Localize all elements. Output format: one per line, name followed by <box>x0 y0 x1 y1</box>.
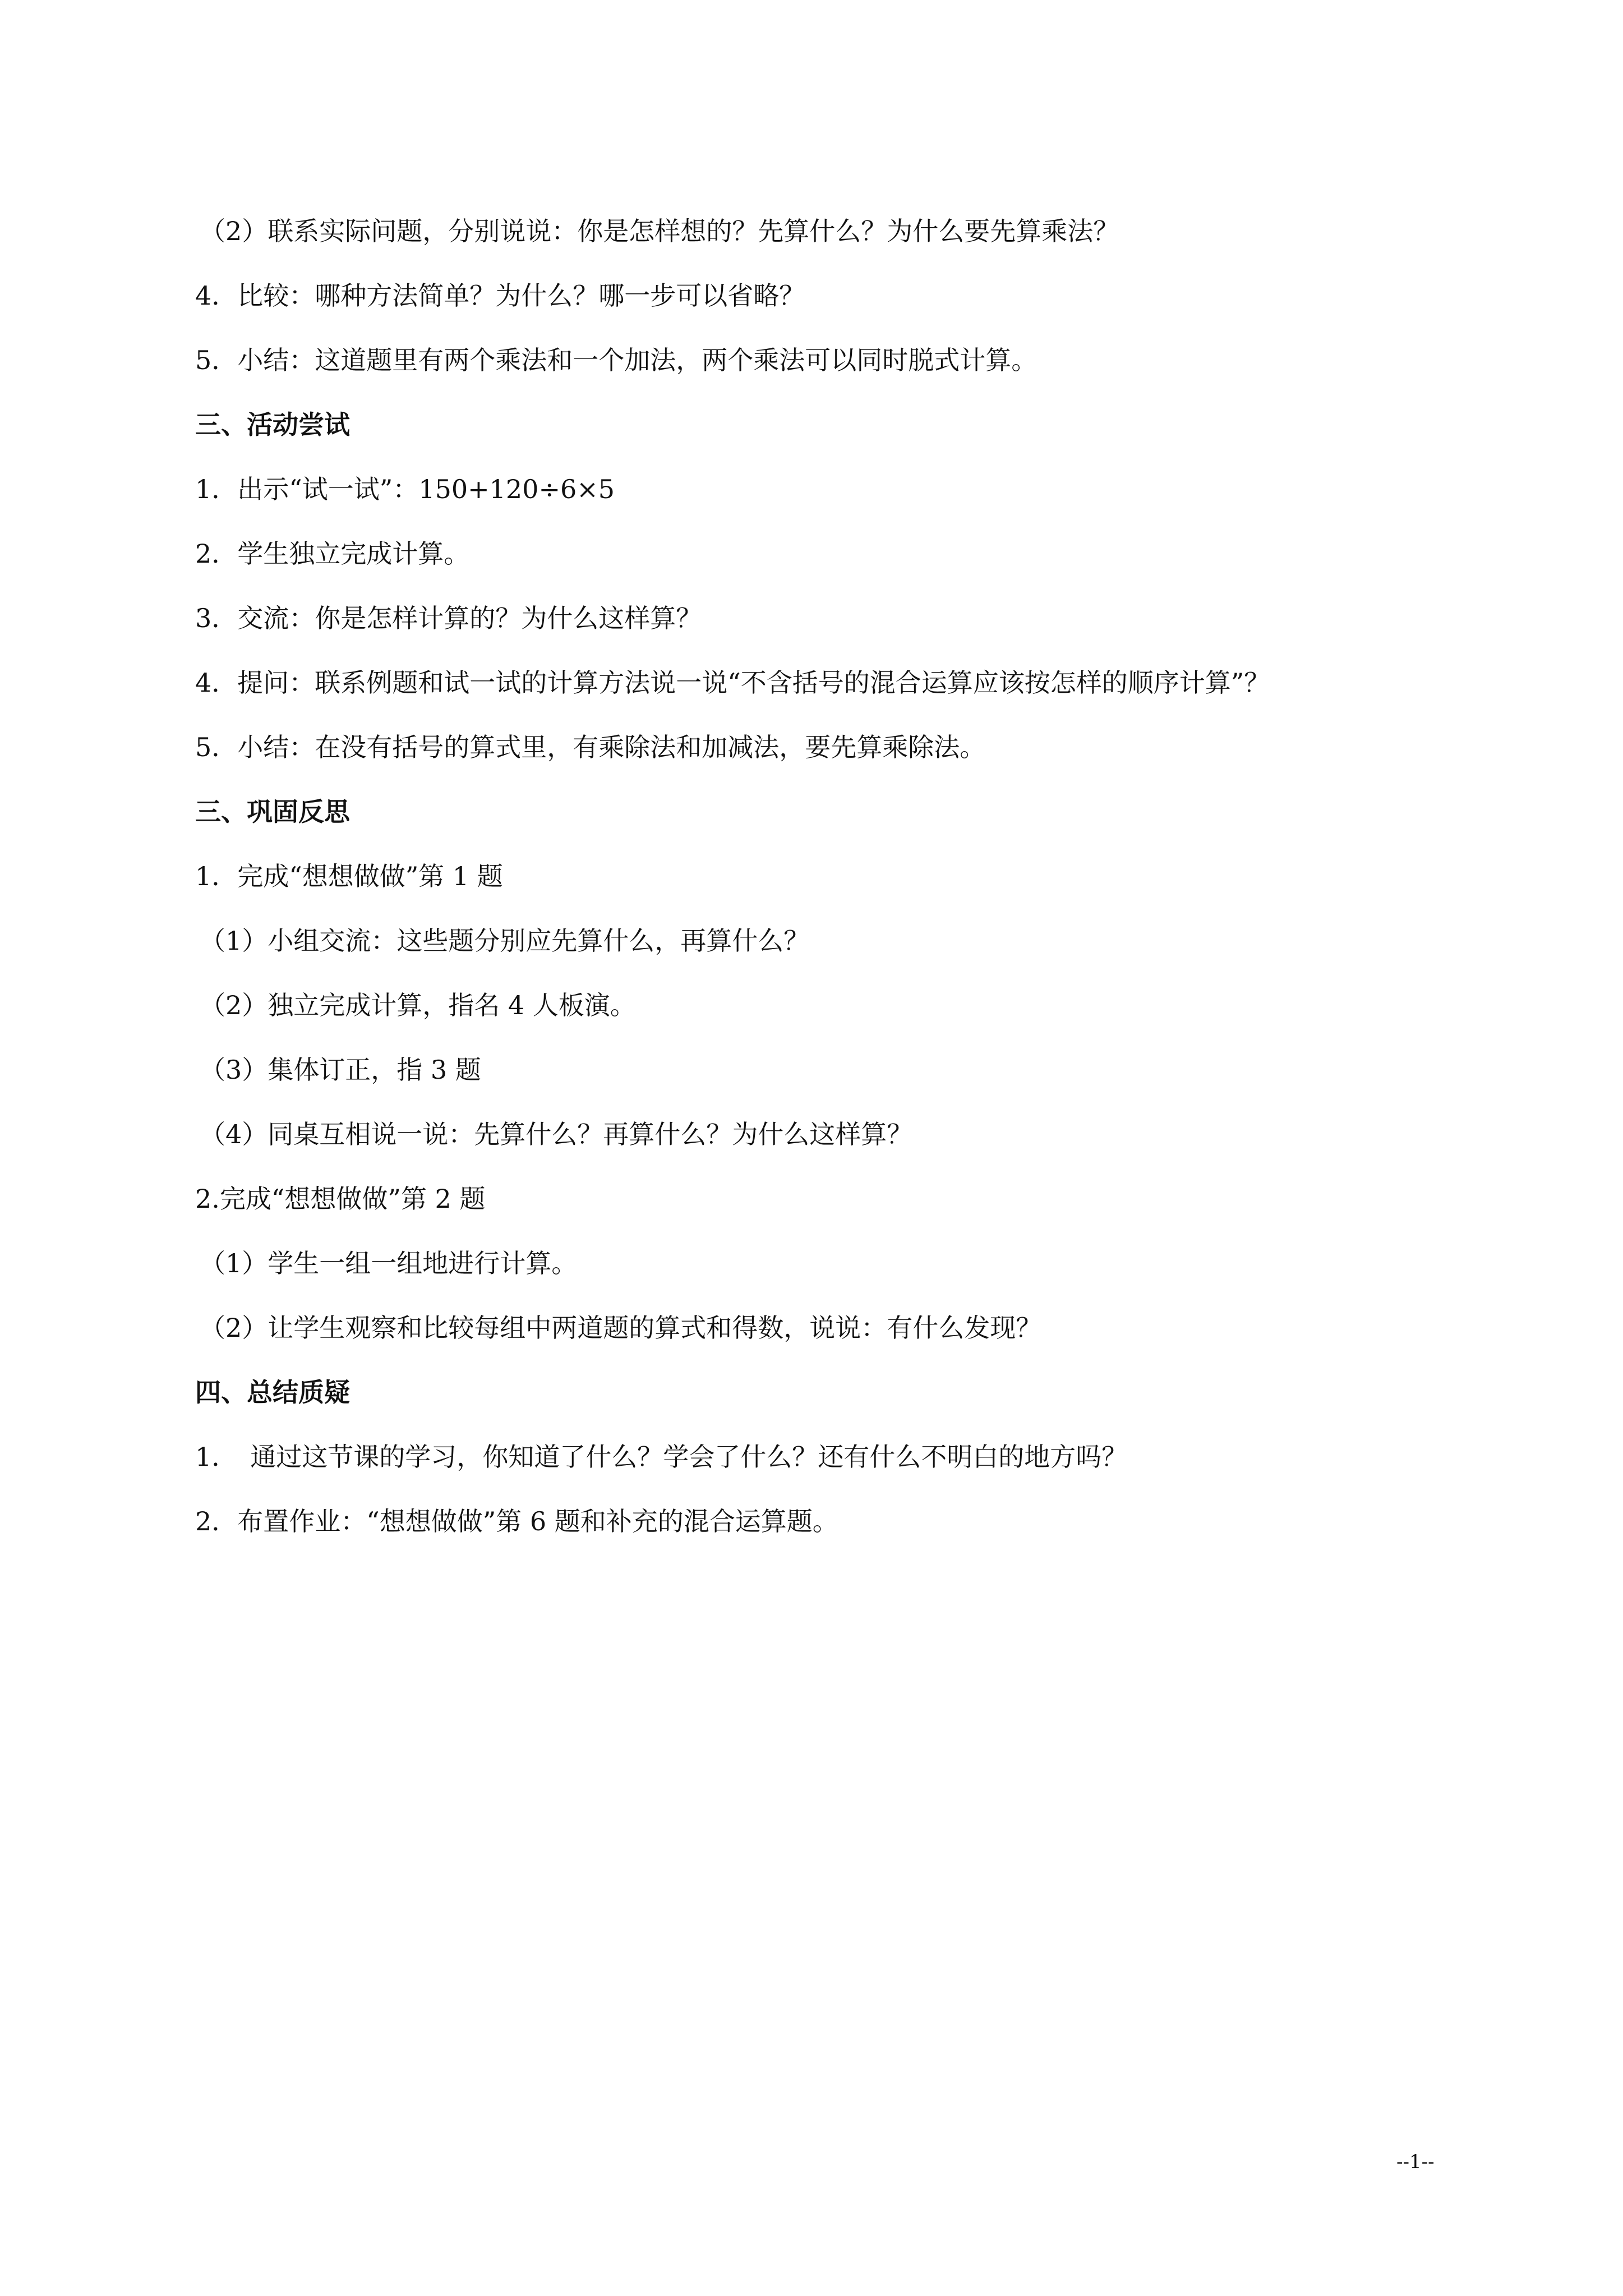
text-line: 5．小结：在没有括号的算式里，有乘除法和加减法，要先算乘除法。 <box>195 732 986 762</box>
text-line: 4．比较：哪种方法简单？为什么？哪一步可以省略？ <box>195 280 805 311</box>
section-heading: 三、活动尝试 <box>195 409 350 440</box>
text-line: （2）让学生观察和比较每组中两道题的算式和得数，说说：有什么发现？ <box>200 1313 1042 1343</box>
section-heading: 三、巩固反思 <box>195 797 350 827</box>
text-line: 3．交流：你是怎样计算的？为什么这样算？ <box>195 603 702 633</box>
text-line: （2）联系实际问题，分别说说：你是怎样想的？先算什么？为什么要先算乘法？ <box>200 216 1119 246</box>
text-line: （1）学生一组一组地进行计算。 <box>200 1248 578 1278</box>
text-line: 2．学生独立完成计算。 <box>195 539 470 569</box>
text-line: （2）独立完成计算，指名 4 人板演。 <box>200 990 636 1020</box>
page-number: --1-- <box>1396 2151 1435 2173</box>
text-line: （1）小组交流：这些题分别应先算什么，再算什么？ <box>200 926 810 956</box>
text-line: 5．小结：这道题里有两个乘法和一个加法，两个乘法可以同时脱式计算。 <box>195 345 1038 375</box>
text-line: 1．出示“试一试”：150+120÷6×5 <box>195 474 615 504</box>
text-line: （4）同桌互相说一说：先算什么？再算什么？为什么这样算？ <box>200 1119 913 1149</box>
text-line: （3）集体订正，指 3 题 <box>200 1055 481 1085</box>
text-line: 1． 通过这节课的学习，你知道了什么？学会了什么？还有什么不明白的地方吗？ <box>195 1442 1128 1472</box>
text-line: 2.完成“想想做做”第 2 题 <box>195 1184 486 1214</box>
text-line: 4．提问：联系例题和试一试的计算方法说一说“不含括号的混合运算应该按怎样的顺序计算”？ <box>195 668 1270 698</box>
section-heading: 四、总结质疑 <box>195 1377 350 1407</box>
text-line: 1．完成“想想做做”第 1 题 <box>195 861 503 891</box>
text-line: 2．布置作业：“想想做做”第 6 题和补充的混合运算题。 <box>195 1506 838 1536</box>
